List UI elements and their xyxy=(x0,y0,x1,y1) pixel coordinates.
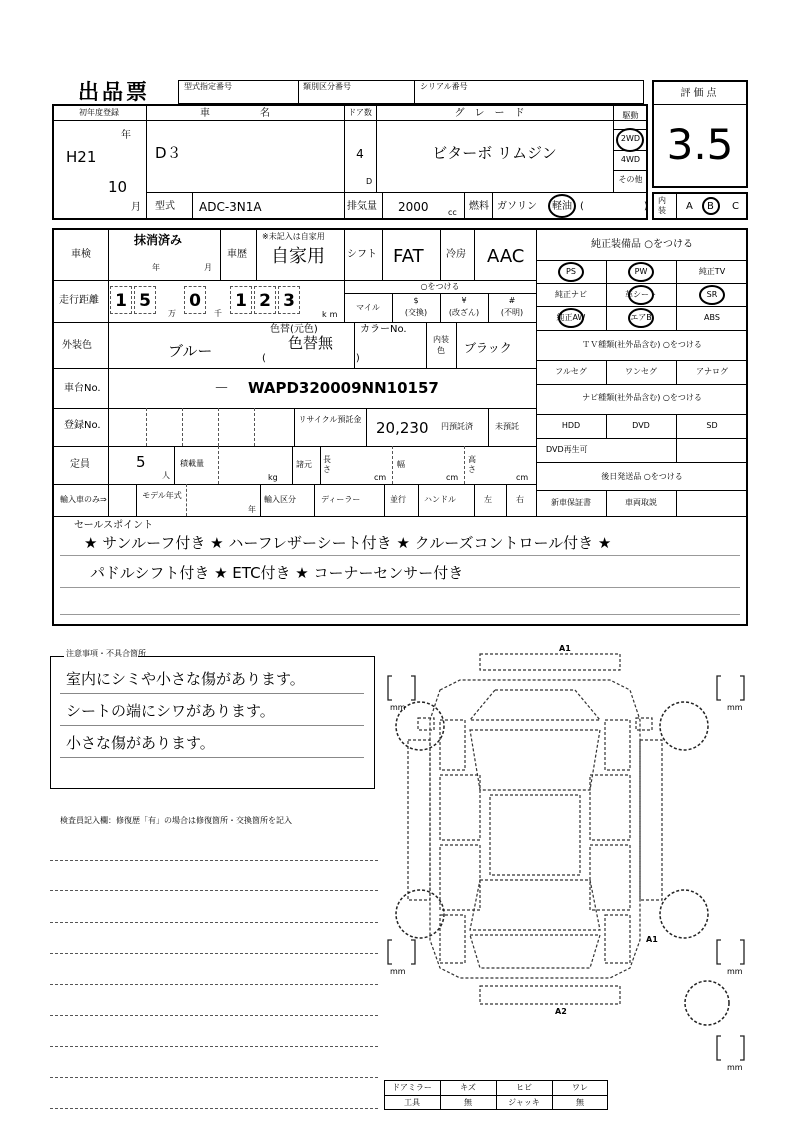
mileage-label: 走行距離 xyxy=(59,295,99,306)
dims-label: 諸元 xyxy=(296,460,312,469)
import-model-year-label: モデル年式 xyxy=(142,491,182,500)
interior-grade-b: B xyxy=(707,201,714,212)
fuel-gasoline: ガソリン xyxy=(497,201,537,212)
vin-label: 車台No. xyxy=(64,383,101,394)
legend-jack-value: 無 xyxy=(576,1098,584,1107)
legend-tools-value: 無 xyxy=(464,1098,472,1107)
legend-broken: ワレ xyxy=(572,1083,588,1092)
sales-label: セールスポイント xyxy=(74,520,154,531)
load-label: 積載量 xyxy=(180,459,204,468)
recycle-label: リサイクル預託金 xyxy=(298,415,362,424)
doors-suffix: D xyxy=(366,177,373,186)
equip-ps: PS xyxy=(566,267,576,276)
mileage-exchange: (交換) xyxy=(404,308,428,317)
dims-width: 幅 xyxy=(397,460,405,469)
mileage-tampered: (改ざん) xyxy=(448,308,480,317)
exterior-color-value: ブルー xyxy=(168,342,213,360)
equip-pw: PW xyxy=(634,267,648,276)
mileage-yen: ¥ xyxy=(461,296,467,305)
first-reg-month: 10 xyxy=(108,178,128,196)
mileage-digit: 1 xyxy=(230,286,252,314)
mileage-km: km xyxy=(322,310,341,319)
shaken-year: 年 xyxy=(152,263,160,272)
tv-title: ＴＶ種類(社外品含む) ○をつける xyxy=(582,340,702,349)
import-type-label: 輸入区分 xyxy=(264,495,296,504)
tv-analog: アナログ xyxy=(696,367,728,376)
displacement-label: 排気量 xyxy=(347,201,377,212)
dims-height-cm: cm xyxy=(516,473,529,482)
legend-scratch: キズ xyxy=(460,1083,476,1092)
vin-dash: － xyxy=(214,379,230,397)
shift-label: シフト xyxy=(347,249,377,260)
repaint-label: 色替(元色) xyxy=(270,324,318,335)
fuel-label: 燃料 xyxy=(469,201,489,212)
import-right: 右 xyxy=(516,495,524,504)
navi-title: ナビ種類(社外品含む) ○をつける xyxy=(582,393,702,402)
note-line-2: シートの端にシワがあります。 xyxy=(66,702,275,720)
shift-value: FAT xyxy=(393,246,424,267)
mileage-digit: 1 xyxy=(110,286,132,314)
mileage-man: 万 xyxy=(168,309,176,318)
mileage-unknown: (不明) xyxy=(500,308,524,317)
import-handle: ハンドル xyxy=(424,495,456,504)
rating-value: 3.5 xyxy=(666,120,734,169)
interior-color-value: ブラック xyxy=(464,341,512,355)
drive-other: その他 xyxy=(618,175,643,184)
load-kg: kg xyxy=(268,473,278,482)
import-label: 輸入車のみ⇒ xyxy=(60,495,107,504)
grade-value: ビターボ リムジン xyxy=(432,144,557,162)
first-reg-label: 初年度登録 xyxy=(79,108,119,117)
doors-label: ドア数 xyxy=(348,108,372,117)
fuel-other: ( ) xyxy=(580,201,648,212)
legend-tools: 工具 xyxy=(404,1098,420,1107)
notes-label: 注意事項・不具合箇所 xyxy=(66,649,146,658)
color-no-label: カラーNo. xyxy=(360,324,407,335)
import-left: 左 xyxy=(484,495,492,504)
dims-height: 高さ xyxy=(468,455,476,474)
tread-mm: mm xyxy=(727,1063,743,1072)
navi-dvd-play: DVD再生可 xyxy=(546,445,588,454)
legend-door-mirror: ドアミラー xyxy=(392,1083,432,1092)
exterior-color-label: 外装色 xyxy=(62,340,92,351)
repaint-paren: ( ) xyxy=(262,353,360,364)
mileage-hash: # xyxy=(508,296,516,305)
interior-grade-a: A xyxy=(686,201,693,212)
history-note: ※未記入は自家用 xyxy=(262,232,325,241)
tread-mm: mm xyxy=(390,967,406,976)
legend-crack: ヒビ xyxy=(516,1083,532,1092)
mileage-dollar: $ xyxy=(413,296,419,305)
tread-mm: mm xyxy=(390,703,406,712)
repaint-value: 色替無 xyxy=(288,334,334,352)
inspector-label: 検査員記入欄：修復歴「有」の場合は修復箇所・交換箇所を記入 xyxy=(60,816,292,825)
shaken-label: 車検 xyxy=(71,249,91,260)
history-label: 車歴 xyxy=(227,249,247,260)
car-name: D３ xyxy=(155,144,182,162)
serial-label: シリアル番号 xyxy=(420,82,468,91)
import-parallel: 並行 xyxy=(390,495,406,504)
fuel-diesel: 軽油 xyxy=(552,201,572,212)
equip-leather: 革シート xyxy=(625,290,657,299)
later-manual: 車両取説 xyxy=(625,498,657,507)
displacement-value: 2000 xyxy=(398,200,429,214)
shaken-value: 抹消済み xyxy=(134,233,183,247)
first-reg-era: H21 xyxy=(66,148,97,166)
import-dealer: ディーラー xyxy=(321,495,361,504)
ac-value: AAC xyxy=(487,246,525,267)
legend-jack: ジャッキ xyxy=(508,1098,540,1107)
rating-label: 評価点 xyxy=(680,88,720,99)
dims-width-cm: cm xyxy=(446,473,459,482)
class-number-label: 類別区分番号 xyxy=(303,82,351,91)
dims-length: 長さ xyxy=(323,455,331,474)
dims-length-cm: cm xyxy=(374,473,387,482)
import-year: 年 xyxy=(248,505,256,514)
mileage-sen: 千 xyxy=(214,309,222,318)
mileage-circle-note: ○をつける xyxy=(420,282,460,291)
equip-tv: 純正TV xyxy=(698,267,726,276)
tread-mm: mm xyxy=(727,703,743,712)
navi-hdd: HDD xyxy=(561,421,581,430)
tread-mm: mm xyxy=(727,967,743,976)
mileage-digit: 5 xyxy=(134,286,156,314)
interior-grade-c: C xyxy=(732,201,739,212)
navi-sd: SD xyxy=(706,421,718,430)
shaken-month: 月 xyxy=(204,263,212,272)
sheet-title: 出品票 xyxy=(78,80,150,104)
diagram-a2: A2 xyxy=(555,1007,567,1016)
model-value: ADC-3N1A xyxy=(199,200,262,214)
capacity-label: 定員 xyxy=(70,459,90,470)
interior-color-label: 内装色 xyxy=(433,335,449,355)
equip-sr: SR xyxy=(706,290,718,299)
cc-unit: cc xyxy=(448,208,457,217)
later-title: 後日発送品 ○をつける xyxy=(601,472,683,481)
mileage-digit: 0 xyxy=(184,286,206,314)
interior-grade-label: 内装 xyxy=(658,196,666,215)
mileage-digit: 3 xyxy=(278,286,300,314)
equipment-title: 純正装備品 ○をつける xyxy=(591,239,693,250)
diagram-a1-top: A1 xyxy=(559,644,571,653)
doors-value: 4 xyxy=(356,147,364,161)
year-unit: 年 xyxy=(121,130,131,141)
equip-aw: 純正AW xyxy=(556,313,586,322)
month-unit: 月 xyxy=(131,202,141,213)
later-warranty: 新車保証書 xyxy=(551,498,591,507)
car-name-label: 車 名 xyxy=(200,108,290,119)
model-number-label: 型式指定番号 xyxy=(184,82,232,91)
mileage-digit: 2 xyxy=(254,286,276,314)
diagram-a1-side: A1 xyxy=(646,935,658,944)
capacity-value: 5 xyxy=(136,453,146,471)
note-line-1: 室内にシミや小さな傷があります。 xyxy=(66,670,305,688)
mileage-mile: マイル xyxy=(356,303,380,312)
drive-2wd: 2WD xyxy=(620,134,641,143)
recycle-done: 円預託済 xyxy=(441,422,473,431)
tv-fullseg: フルセグ xyxy=(555,367,587,376)
equip-navi: 純正ナビ xyxy=(555,290,587,299)
equip-abs: ABS xyxy=(704,313,720,322)
vin-value: WAPD320009NN10157 xyxy=(248,379,439,397)
model-label: 型式 xyxy=(155,201,175,212)
equip-airbag: エアB xyxy=(630,313,652,322)
grade-label: グレード xyxy=(454,108,535,119)
registration-label: 登録No. xyxy=(64,420,101,431)
ac-label: 冷房 xyxy=(446,249,466,260)
recycle-not: 未預託 xyxy=(495,422,519,431)
sales-line-2: パドルシフト付き ★ ETC付き ★ コーナーセンサー付き xyxy=(90,564,464,582)
recycle-value: 20,230 xyxy=(376,419,429,437)
drive-label: 駆動 xyxy=(622,111,639,120)
history-value: 自家用 xyxy=(271,246,325,267)
note-line-3: 小さな傷があります。 xyxy=(66,734,215,752)
capacity-unit: 人 xyxy=(162,471,170,480)
tv-oneseg: ワンセグ xyxy=(625,367,657,376)
navi-dvd: DVD xyxy=(632,421,650,430)
sales-line-1: ★ サンルーフ付き ★ ハーフレザーシート付き ★ クルーズコントロール付き ★ xyxy=(84,534,612,552)
drive-4wd: 4WD xyxy=(620,155,641,164)
